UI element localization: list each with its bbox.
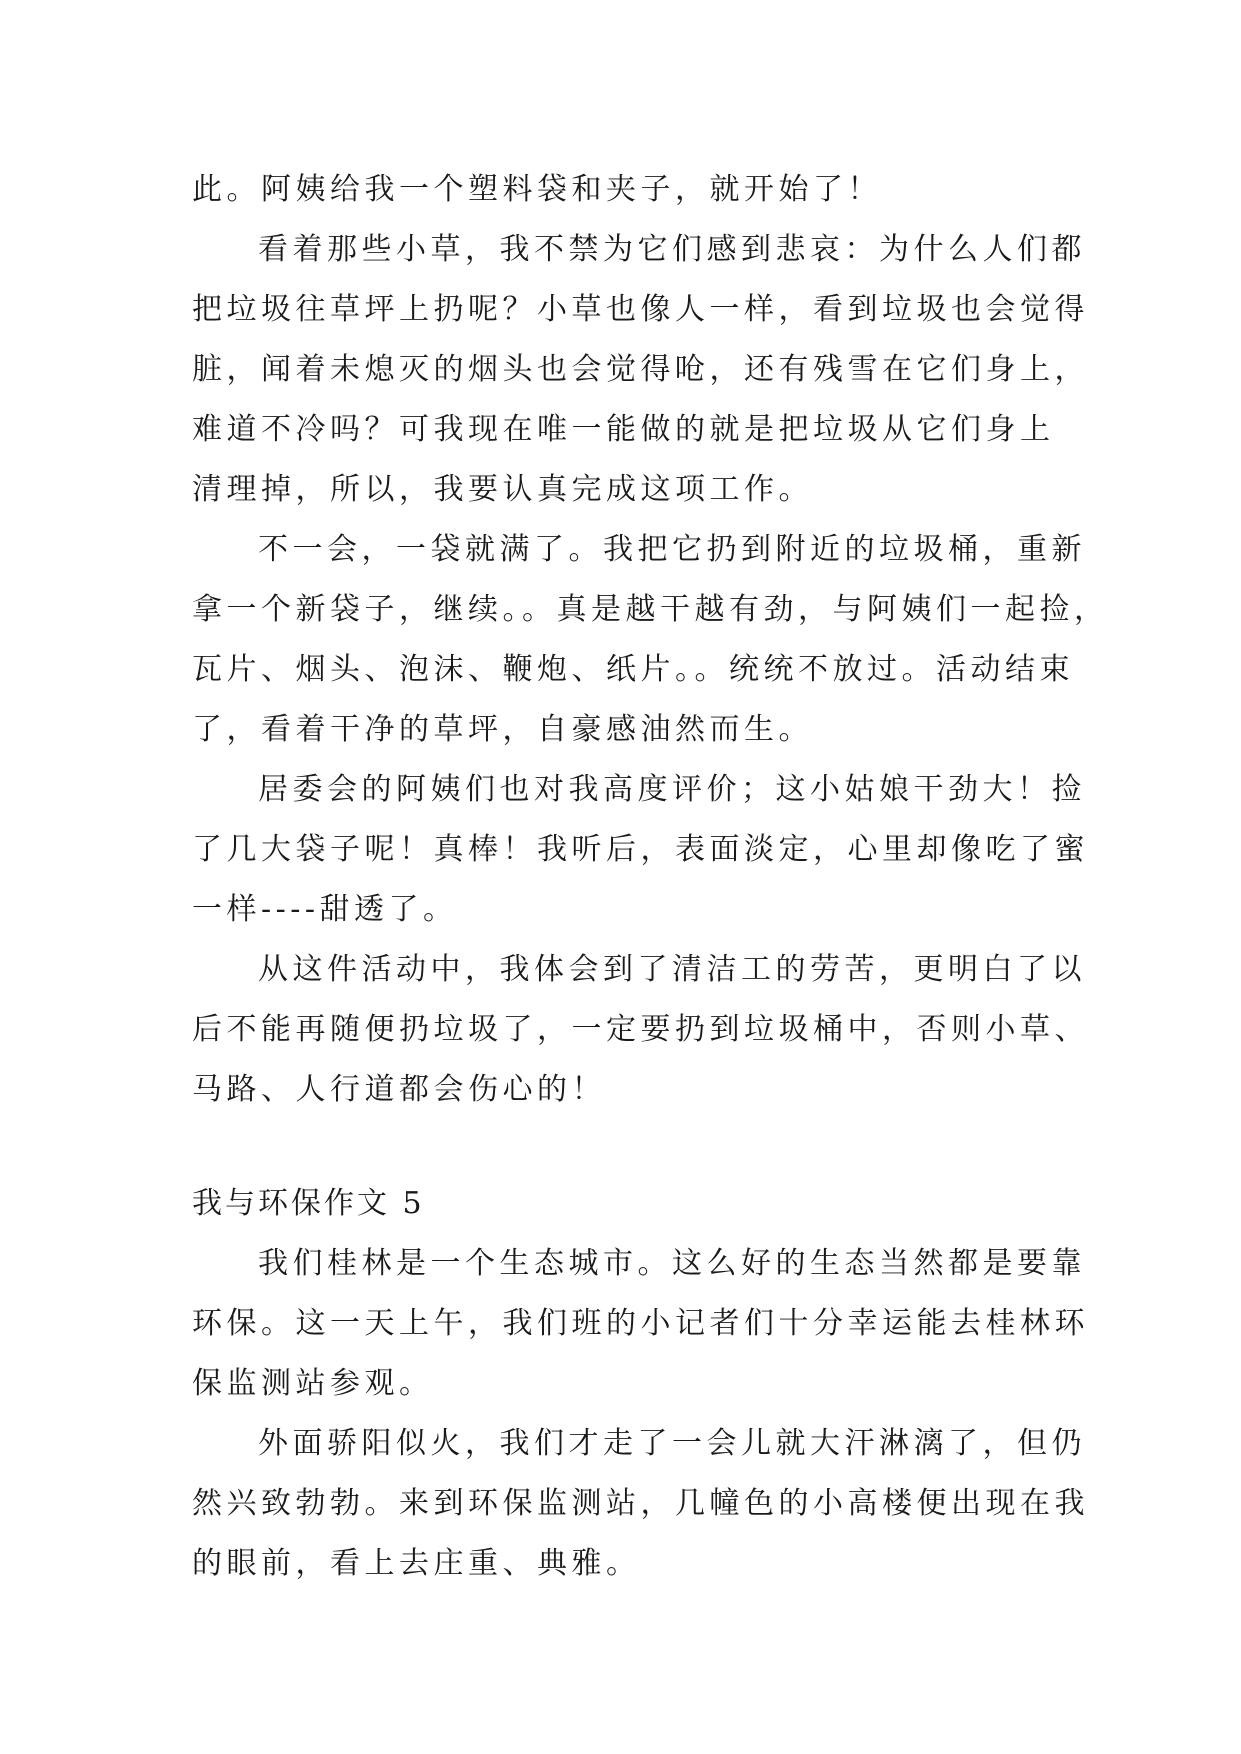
text-line: 看着那些小草，我不禁为它们感到悲哀：为什么人们都	[258, 232, 1086, 267]
text-line: 然兴致勃勃。来到环保监测站，几幢色的小高楼便出现在我	[192, 1486, 1089, 1521]
text-line: 从这件活动中，我体会到了清洁工的劳苦，更明白了以	[258, 952, 1086, 987]
text-line: 后不能再随便扔垃圾了，一定要扔到垃圾桶中，否则小草、	[192, 1012, 1089, 1047]
text-line: 外面骄阳似火，我们才走了一会儿就大汗淋漓了，但仍	[258, 1426, 1086, 1461]
paragraph	[192, 160, 1072, 220]
essay-body-after	[192, 1234, 1089, 1594]
document-page	[192, 160, 1109, 1594]
text-line: 居委会的阿姨们也对我高度评价；这小姑娘干劲大！捡	[258, 772, 1086, 807]
text-line: 不一会，一袋就满了。我把它扔到附近的垃圾桶，重新	[258, 532, 1086, 567]
text-line: 的眼前，看上去庄重、典雅。	[192, 1546, 641, 1581]
text-line: 环保。这一天上午，我们班的小记者们十分幸运能去桂林环	[192, 1306, 1089, 1341]
text-line: 了，看着干净的草坪，自豪感油然而生。	[192, 712, 813, 747]
paragraph	[192, 940, 1089, 1120]
text-line: 拿一个新袋子，继续。。真是越干越有劲，与阿姨们一起捡，	[192, 592, 1109, 627]
text-line: 瓦片、烟头、泡沫、鞭炮、纸片。。统统不放过。活动结束	[192, 652, 1074, 687]
text-line: 难道不冷吗？可我现在唯一能做的就是把垃圾从它们身上	[192, 412, 1055, 447]
essay-heading: 我与环保作文 5	[192, 1186, 425, 1221]
text-line: 了几大袋子呢！真棒！我听后，表面淡定，心里却像吃了蜜	[192, 832, 1089, 867]
essay-body-before	[192, 160, 1109, 1120]
text-line: 把垃圾往草坪上扔呢？小草也像人一样，看到垃圾也会觉得	[192, 292, 1089, 327]
text-line: 我们桂林是一个生态城市。这么好的生态当然都是要靠	[258, 1246, 1086, 1281]
text-line: 清理掉，所以，我要认真完成这项工作。	[192, 472, 813, 507]
text-line: 一样----甜透了。	[192, 892, 458, 927]
text-line: 此。阿姨给我一个塑料袋和夹子，就开始了！	[192, 172, 882, 207]
text-line: 保监测站参观。	[192, 1366, 434, 1401]
paragraph	[192, 220, 1089, 520]
text-line: 马路、人行道都会伤心的！	[192, 1072, 606, 1107]
paragraph	[192, 520, 1109, 760]
section-gap	[192, 1120, 1072, 1174]
paragraph	[192, 1414, 1089, 1594]
paragraph	[192, 1234, 1089, 1414]
paragraph	[192, 760, 1089, 940]
text-line: 脏，闻着未熄灭的烟头也会觉得呛，还有残雪在它们身上，	[192, 352, 1089, 387]
